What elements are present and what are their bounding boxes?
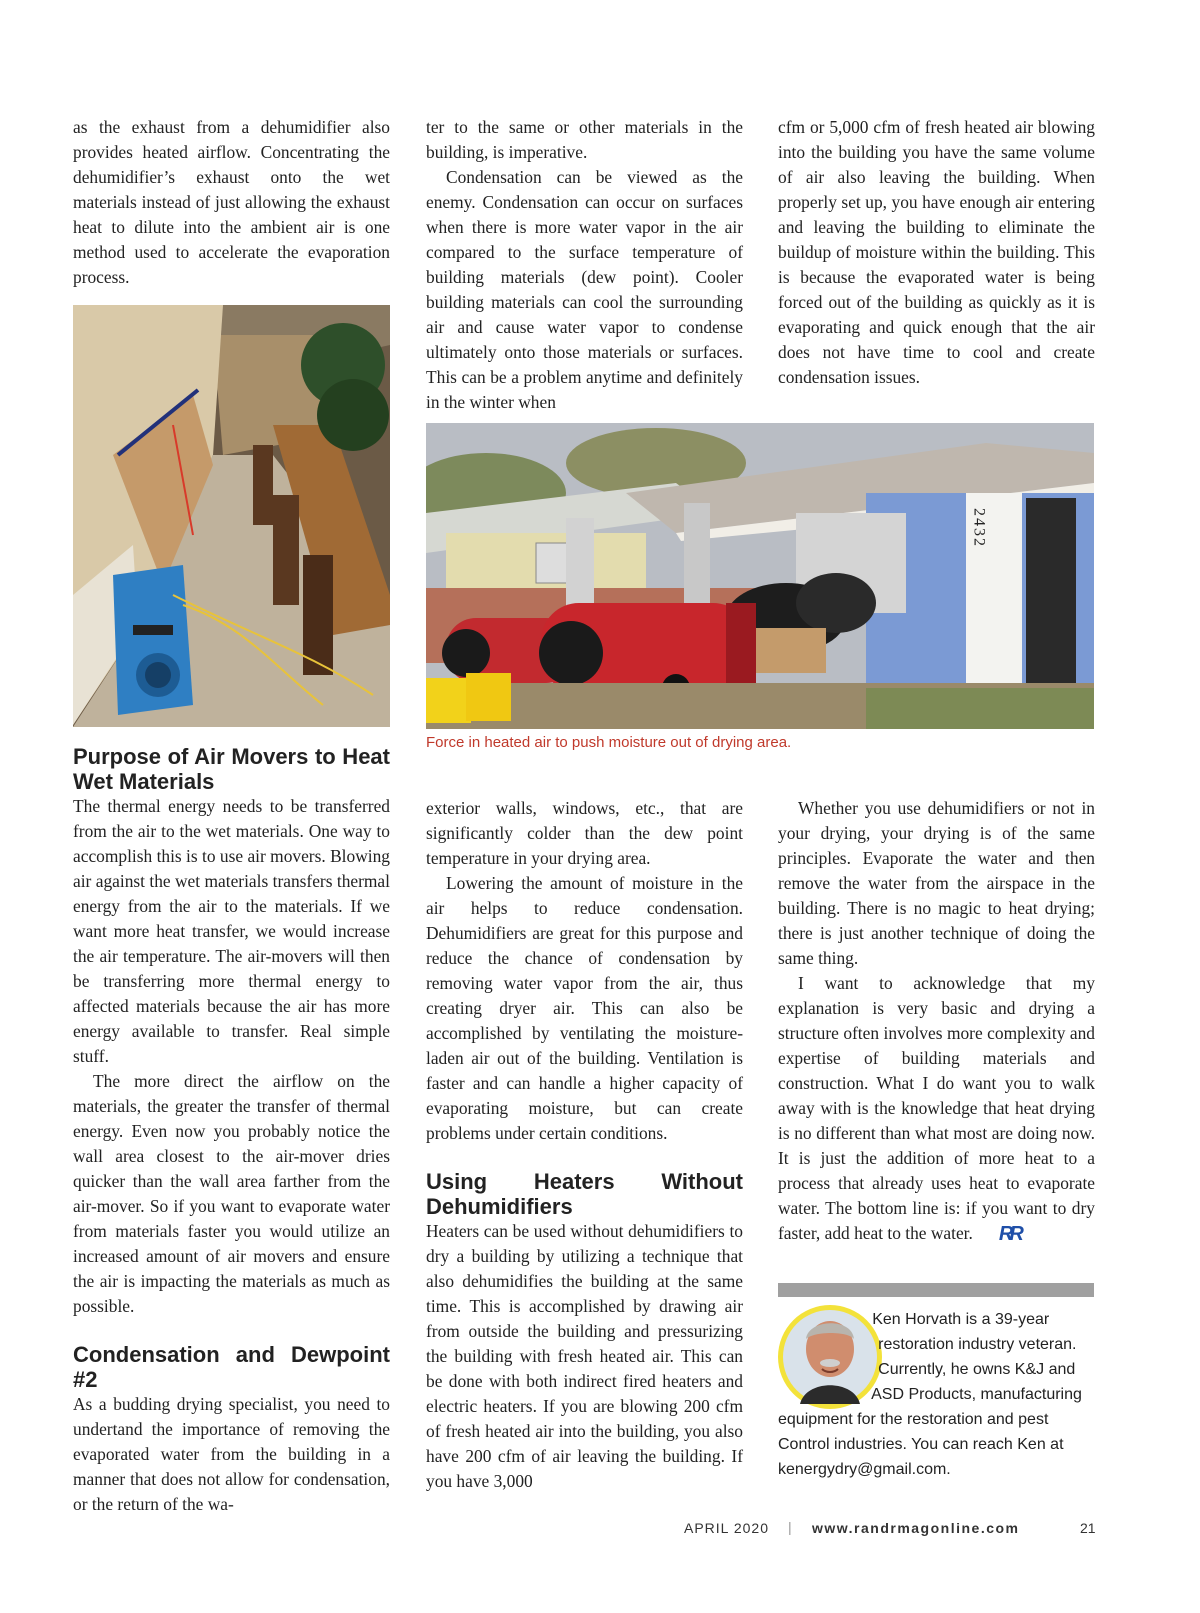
col1-para3: As a budding drying specialist, you need to undertand the importance of removing the evaporated water from the building in a manner that does not allow for condensation, or the return of the wa- xyxy=(73,1394,390,1514)
col3-para2: I want to acknowledge that my explanation is very basic and drying a structure often involves more complexity and expertise of building materials and construction. What I do want you to walk away with is the knowledge that heat drying is no different than what most are doing now. It is just the addition of more heat to a process that already uses heat to evaporate water. The bottom line is: if you want to dry faster, add heat to the water. xyxy=(778,973,1095,1243)
col1-para2: The more direct the airflow on the materials, the greater the transfer of thermal energy. Even now you probably notice the wall area closest to the air-mover dries quicker than the wall area farther from the air-mover. So if you want to evaporate water from materials faster you would utilize an increased amount of air movers and ensure the air is impacting the materials as much as possible. xyxy=(73,1071,390,1316)
col2-para3: Heaters can be used without dehumidifiers to dry a building by utilizing a technique that also dehumidifies the building at the same time. This is accomplished by drawing air from outside the building and pressurizing the building with fresh heated air. This can be done with both indirect fired heaters and electric heaters. If you are blowing 200 cfm of fresh heated air into the building, you also have 200 cfm of air leaving the building. If you have 3,000 xyxy=(426,1221,743,1491)
bio-divider-bar xyxy=(778,1283,1094,1297)
col1-lower xyxy=(73,744,390,1517)
col2-para2: Lowering the amount of moisture in the air helps to reduce condensation. Dehumidifiers are great for this purpose and reduce the chance of condensation by removing water vapor from the air, thus creating dryer air. This can also be accomplished by ventilating the moisture-laden air out of the building. Ventilation is faster and can handle a higher capacity of evaporating moisture, but can create problems under certain conditions. xyxy=(426,873,743,1143)
col1-para1: The thermal energy needs to be transferred from the air to the wet materials. One way to accomplish this is to use air movers. Blowing air against the wet materials transfers thermal energy from the air to the materials. If we want more heat transfer, we would increase the air temperature. The air-movers will then be transferring more thermal energy to affected materials because the air has more energy available to transfer. Real simple stuff. xyxy=(73,796,390,1066)
rr-end-logo: RR xyxy=(998,1223,1020,1245)
col2-top-para2: Condensation can be viewed as the enemy. Condensation can occur on surfaces when there is more water vapor in the air compared to the surface temperature of building materials (dew point). Cooler building materials can cool the surrounding air and cause water vapor to condense ultimately onto those materials or surfaces. This can be a problem anytime and definitely in the winter when xyxy=(426,167,743,412)
dehumidifier-room-photo xyxy=(73,305,390,727)
col1-top-paragraph: as the exhaust from a dehumidifier also provides heated airflow. Concentrating the dehumidifier’s exhaust onto the wet materials instead of just allowing the exhaust heat to dilute into the ambient air is one method used to accelerate the evaporation process. xyxy=(73,117,390,287)
bio-float-spacer xyxy=(778,1307,886,1405)
house-number: 2432 xyxy=(970,508,988,548)
col3-para2-wrap xyxy=(778,971,1095,1247)
footer-issue: APRIL 2020 xyxy=(684,1520,769,1536)
heading-heaters-without-dehumidifiers: Using Heaters Without Dehumidifiers xyxy=(426,1169,743,1219)
col2-top xyxy=(426,115,743,415)
col2-top-para1: ter to the same or other materials in the building, is imperative. xyxy=(426,117,743,162)
footer-page-number: 21 xyxy=(1080,1520,1096,1536)
col1-top xyxy=(73,115,390,290)
col2-lower xyxy=(426,796,743,1494)
footer-website-link[interactable]: www.randrmagonline.com xyxy=(812,1520,1020,1536)
col3-para1: Whether you use dehumidifiers or not in your drying, your drying is of the same principles. Evaporate the water and then remove the water from the airspace in the building. There is no magic to heat drying; there is just another technique of doing the same thing. xyxy=(778,798,1095,968)
col3-top-paragraph: cfm or 5,000 cfm of fresh heated air blowing into the building you have the same volume of air also leaving the building. When properly set up, you have enough air entering and leaving the building to eliminate the buildup of moisture within the building. This is because the evaporated water is being forced out of the building as quickly as it is evaporating and quick enough that the air does not have time to cool and create condensation issues. xyxy=(778,117,1095,387)
bio-text: Ken Horvath is a 39-year restoration industry veteran. Currently, he owns K&J and ASD Products, manufacturing equipment for the restoration and pest Control industries. You can reach Ken at kenergydry@gmail.com. xyxy=(778,1311,1082,1478)
heading-condensation-dewpoint: Condensation and Dewpoint #2 xyxy=(73,1342,390,1392)
col2-para1: exterior walls, windows, etc., that are significantly colder than the dew point temperature in your drying area. xyxy=(426,798,743,868)
col3-lower xyxy=(778,796,1095,1247)
col3-top xyxy=(778,115,1095,390)
heaters-house-photo xyxy=(426,423,1094,729)
heading-air-movers: Purpose of Air Movers to Heat Wet Materials xyxy=(73,744,390,794)
author-bio xyxy=(778,1307,1094,1482)
photo-caption: Force in heated air to push moisture out of drying area. xyxy=(426,734,792,751)
heaters-house-illustration xyxy=(426,423,1094,729)
dehumidifier-room-illustration xyxy=(73,305,390,727)
footer-separator: | xyxy=(788,1519,792,1535)
